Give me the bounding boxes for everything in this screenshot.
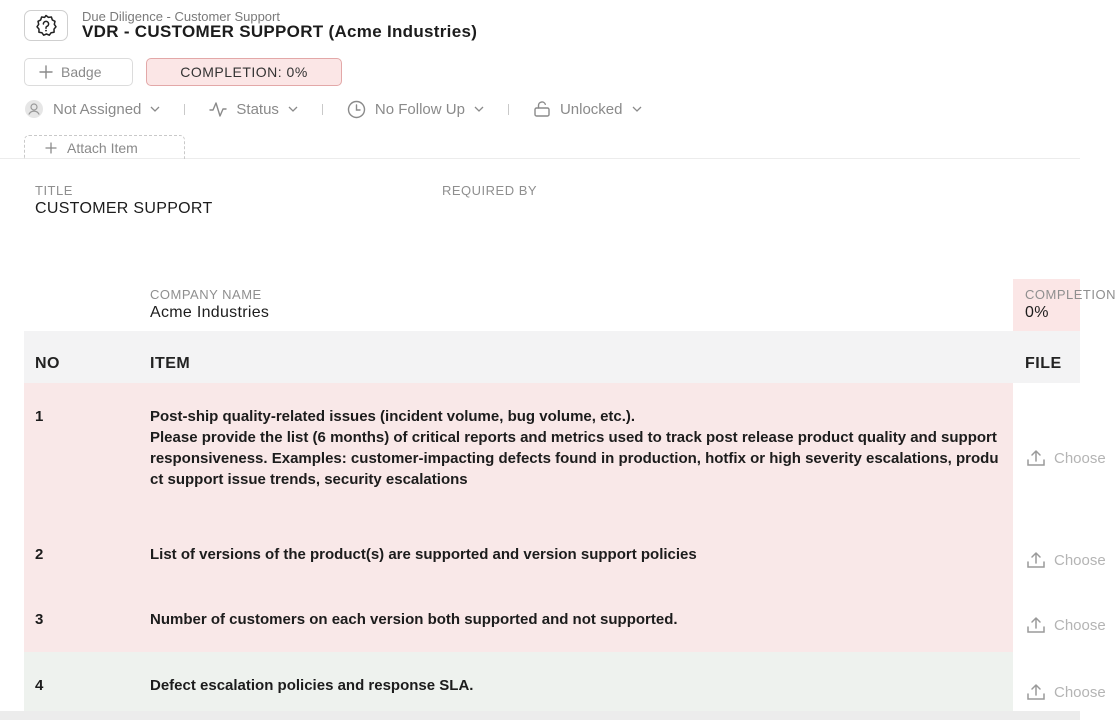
assignee-label: Not Assigned	[53, 100, 142, 118]
attach-item-button[interactable]	[24, 135, 185, 159]
choose-file-button[interactable]	[1026, 616, 1106, 634]
row-item	[150, 406, 1002, 490]
chevron-down-icon	[632, 106, 642, 112]
divider	[322, 104, 323, 115]
choose-file-label: Choose	[1054, 683, 1106, 701]
follow-up-dropdown[interactable]	[347, 100, 484, 119]
row-item-detail: Please provide the list (6 months) of critical reports and metrics used to track post release product quality and support responsiveness. Examples: customer-impacting defects found in production, hotfix or high severity escalations, product support issue trends, security escalations	[150, 429, 999, 488]
assignee-dropdown[interactable]	[24, 99, 160, 119]
divider	[184, 104, 185, 115]
row-number: 2	[35, 546, 44, 563]
activity-icon	[209, 101, 227, 117]
column-header-item: ITEM	[150, 355, 191, 372]
toolbar	[24, 98, 642, 120]
lock-label: Unlocked	[559, 100, 623, 118]
divider	[508, 104, 509, 115]
plus-icon	[45, 142, 57, 154]
row-item-title: Number of customers on each version both supported and not supported.	[150, 611, 678, 628]
required-by-label: REQUIRED BY	[442, 183, 538, 198]
add-badge-label: Badge	[61, 64, 102, 80]
upload-icon	[1026, 683, 1046, 701]
row-item-title: Defect escalation policies and response SLA.	[150, 677, 474, 694]
lock-dropdown[interactable]	[533, 100, 642, 118]
unlock-icon	[533, 100, 551, 118]
breadcrumb: Due Diligence - Customer Support	[82, 9, 280, 24]
help-circle-icon[interactable]	[24, 10, 68, 41]
choose-file-label: Choose	[1054, 616, 1106, 634]
completion-summary	[1013, 279, 1116, 331]
attach-item-label: Attach Item	[67, 139, 138, 156]
completion-badge: COMPLETION: 0%	[146, 58, 342, 86]
title-field-value: CUSTOMER SUPPORT	[35, 200, 213, 217]
horizontal-scrollbar[interactable]	[0, 711, 1080, 720]
column-header-no: NO	[35, 355, 60, 372]
choose-file-label: Choose	[1054, 551, 1106, 569]
choose-file-button[interactable]	[1026, 551, 1106, 569]
choose-file-button[interactable]	[1026, 449, 1106, 467]
choose-file-button[interactable]	[1026, 683, 1106, 701]
row-number: 1	[35, 408, 44, 425]
status-dropdown[interactable]	[209, 101, 298, 118]
upload-icon	[1026, 551, 1046, 569]
chevron-down-icon	[288, 106, 298, 112]
choose-file-label: Choose	[1054, 449, 1106, 467]
upload-icon	[1026, 616, 1046, 634]
row-number: 3	[35, 611, 44, 628]
file-cell	[1013, 652, 1080, 711]
row-item-title: List of versions of the product(s) are supported and version support policies	[150, 546, 697, 563]
row-number: 4	[35, 677, 44, 694]
user-avatar-icon	[24, 99, 44, 119]
title-field-label: TITLE	[35, 183, 73, 198]
row-item-title: Post-ship quality-related issues (incident volume, bug volume, etc.).	[150, 408, 636, 425]
follow-up-label: No Follow Up	[374, 100, 465, 118]
header	[0, 0, 1080, 159]
upload-icon	[1026, 449, 1046, 467]
page-title: VDR - CUSTOMER SUPPORT (Acme Industries)	[82, 22, 478, 41]
completion-summary-label: COMPLETION	[1025, 287, 1116, 302]
status-label: Status	[236, 100, 279, 118]
plus-icon	[39, 65, 53, 79]
add-badge-button[interactable]	[24, 58, 133, 86]
company-name-value: Acme Industries	[150, 304, 270, 321]
chevron-down-icon	[474, 106, 484, 112]
completion-summary-value: 0%	[1025, 304, 1049, 321]
column-header-file: FILE	[1025, 355, 1062, 372]
company-name-label: COMPANY NAME	[150, 287, 262, 302]
clock-icon	[347, 100, 366, 119]
chevron-down-icon	[150, 106, 160, 112]
